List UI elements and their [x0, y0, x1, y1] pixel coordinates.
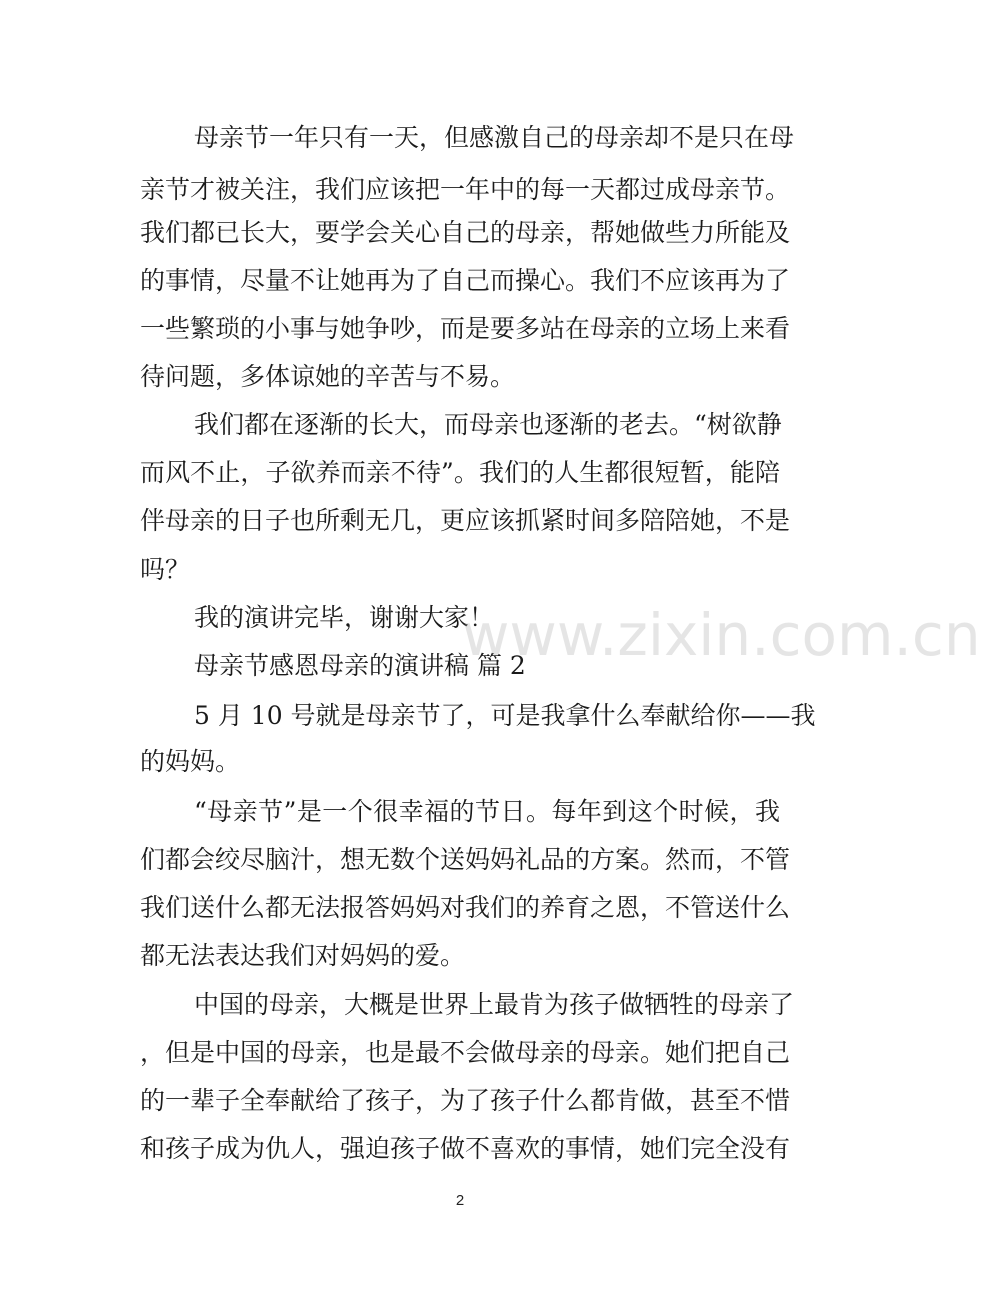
paragraph-5-line-1: 中国的母亲，大概是世界上最肯为孩子做牺牲的母亲了	[194, 990, 795, 1019]
paragraph-1-line-6: 待问题，多体谅她的辛苦与不易。	[140, 362, 516, 391]
paragraph-2-line-3: 伴母亲的日子也所剩无几，更应该抓紧时间多陪陪她，不是	[140, 506, 791, 535]
paragraph-4-line-4: 都无法表达我们对妈妈的爱。	[140, 941, 466, 970]
paragraph-4-line-3: 我们送什么都无法报答妈妈对我们的养育之恩，不管送什么	[140, 893, 791, 922]
paragraph-2-line-1: 我们都在逐渐的长大，而母亲也逐渐的老去。“树欲静	[194, 410, 782, 439]
paragraph-3-line-2: 的妈妈。	[140, 747, 241, 776]
paragraph-1-line-3: 我们都已长大，要学会关心自己的母亲，帮她做些力所能及	[140, 218, 791, 247]
paragraph-5-line-3: 的一辈子全奉献给了孩子，为了孩子什么都肯做，甚至不惜	[140, 1086, 791, 1115]
paragraph-2-line-4: 吗？	[140, 555, 191, 584]
paragraph-1-line-2: 亲节才被关注，我们应该把一年中的每一天都过成母亲节。	[140, 175, 791, 204]
section-heading: 母亲节感恩母亲的演讲稿 篇 2	[194, 651, 526, 680]
paragraph-1-line-5: 一些繁琐的小事与她争吵，而是要多站在母亲的立场上来看	[140, 314, 791, 343]
paragraph-4-line-1: “母亲节”是一个很幸福的节日。每年到这个时候，我	[194, 797, 780, 826]
paragraph-2-line-2: 而风不止，子欲养而亲不待”。我们的人生都很短暂，能陪	[140, 458, 780, 487]
paragraph-3-line-1: 5 月 10 号就是母亲节了，可是我拿什么奉献给你——我	[194, 701, 816, 730]
page-number: 2	[455, 1192, 465, 1209]
paragraph-1-line-1: 母亲节一年只有一天，但感激自己的母亲却不是只在母	[194, 123, 795, 152]
closing-remark: 我的演讲完毕，谢谢大家！	[194, 603, 495, 632]
paragraph-5-line-2: ，但是中国的母亲，也是最不会做母亲的母亲。她们把自己	[140, 1038, 791, 1067]
paragraph-4-line-2: 们都会绞尽脑汁，想无数个送妈妈礼品的方案。然而，不管	[140, 845, 791, 874]
watermark: www.zixin.com.cn	[462, 601, 981, 669]
paragraph-1-line-4: 的事情，尽量不让她再为了自己而操心。我们不应该再为了	[140, 266, 791, 295]
paragraph-5-line-4: 和孩子成为仇人，强迫孩子做不喜欢的事情，她们完全没有	[140, 1134, 791, 1163]
